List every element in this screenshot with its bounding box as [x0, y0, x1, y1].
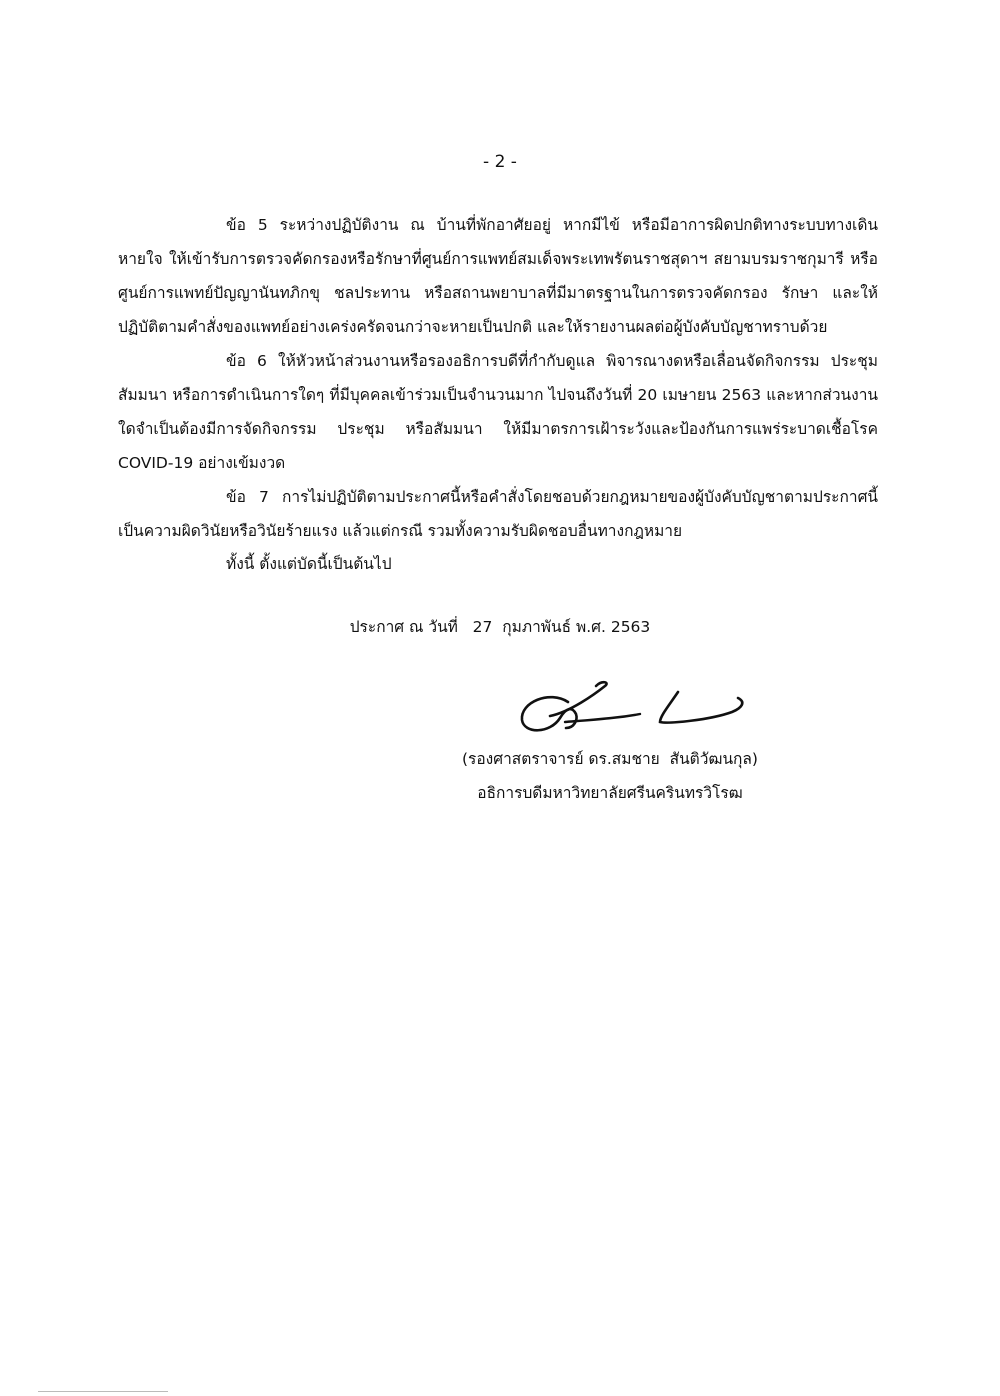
signature — [510, 672, 760, 742]
clause-5: ข้อ 5 ระหว่างปฏิบัติงาน ณ บ้านที่พักอาศัยอยู่ หากมีไข้ หรือมีอาการผิดปกติทางระบบทางเดินหายใจ ให้เข้ารับการตรวจคัดกรองหรือรักษาที่ศูนย์การแพทย์สมเด็จพระเทพรัตนราชสุดาฯ สยามบรมราชกุมารี หรือศูนย์การแพทย์ปัญญานันทภิกขุ ชลประทาน หรือสถานพยาบาลที่มีมาตรฐานในการตรวจคัดกรอง รักษา และให้ปฏิบัติตามคำสั่งของแพทย์อย่างเคร่งครัดจนกว่าจะหายเป็นปกติ และให้รายงานผลต่อผู้บังคับบัญชาทราบด้วย — [118, 216, 878, 336]
signer-title: อธิการบดีมหาวิทยาลัยศรีนครินทรวิโรฒ — [477, 784, 743, 802]
page-number: - 2 - — [483, 152, 517, 172]
signer-name: (รองศาสตราจารย์ ดร.สมชาย สันติวัฒนกุล) — [462, 750, 758, 768]
clause-6: ข้อ 6 ให้หัวหน้าส่วนงานหรือรองอธิการบดีที่กำกับดูแล พิจารณางดหรือเลื่อนจัดกิจกรรม ประชุม สัมมนา หรือการดำเนินการใดๆ ที่มีบุคคลเข้าร่วมเป็นจำนวนมาก ไปจนถึงวันที่ 20 เมษายน 2563 และหากส่วนงานใดจำเป็นต้องมีการจัดกิจกรรม ประชุม หรือสัมมนา ให้มีมาตรการเฝ้าระวังและป้องกันการแพร่ระบาดเชื้อโรค COVID-19 อย่างเข้มงวด — [118, 352, 878, 472]
footer-rule — [38, 1391, 168, 1392]
announcement-prefix: ประกาศ ณ วันที่ — [349, 618, 458, 636]
clause-7: ข้อ 7 การไม่ปฏิบัติตามประกาศนี้หรือคำสั่งโดยชอบด้วยกฎหมายของผู้บังคับบัญชาตามประกาศนี้ เป็นความผิดวินัยหรือวินัยร้ายแรง แล้วแต่กรณี รวมทั้งความรับผิดชอบอื่นทางกฎหมาย — [118, 488, 878, 540]
effective-statement: ทั้งนี้ ตั้งแต่บัดนี้เป็นต้นไป — [226, 555, 392, 573]
announcement-day: 27 — [472, 618, 493, 636]
announcement-date — [0, 612, 1000, 642]
announcement-month-year: กุมภาพันธ์ พ.ศ. 2563 — [502, 618, 651, 636]
